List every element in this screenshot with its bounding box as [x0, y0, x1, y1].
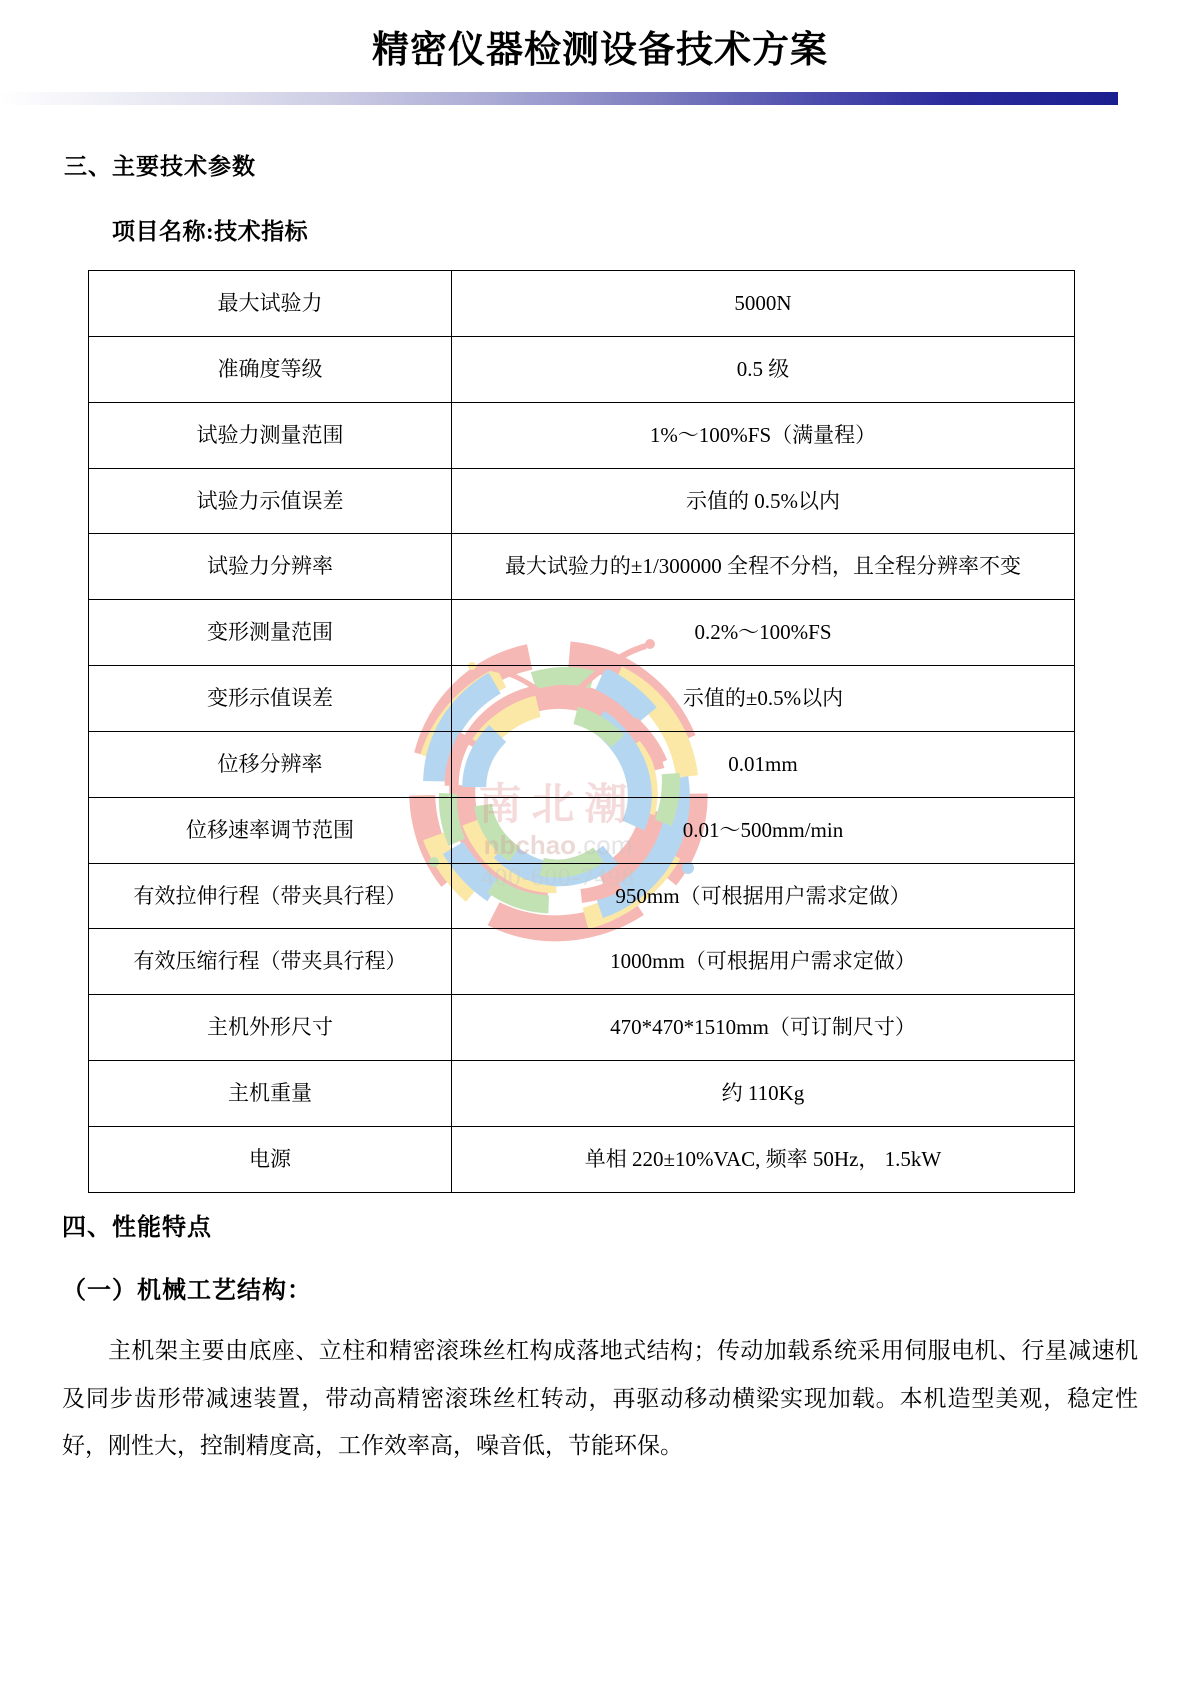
table-row [89, 1126, 1075, 1192]
table-row [89, 600, 1075, 666]
param-name: 试验力测量范围 [89, 402, 452, 468]
param-value: 示值的±0.5%以内 [452, 666, 1075, 732]
watermark-site-name: nbchao [483, 830, 577, 861]
watermark-site-suffix: .com [576, 830, 633, 861]
table-row [89, 995, 1075, 1061]
param-name: 有效压缩行程（带夹具行程） [89, 929, 452, 995]
param-value: 1000mm（可根据用户需求定做） [452, 929, 1075, 995]
param-name: 电源 [89, 1126, 452, 1192]
mechanical-structure-paragraph: 主机架主要由底座、立柱和精密滚珠丝杠构成落地式结构；传动加载系统采用伺服电机、行星减速机及同步齿形带减速装置，带动高精密滚珠丝杠转动，再驱动移动横梁实现加载。本机造型美观，稳定性好，刚性大，控制精度高，工作效率高，噪音低，节能环保。 [62, 1337, 1138, 1459]
param-name: 变形测量范围 [89, 600, 452, 666]
section-heading-performance-features: 四、性能特点 [62, 1213, 212, 1241]
param-value: 5000N [452, 271, 1075, 337]
param-name: 有效拉伸行程（带夹具行程） [89, 863, 452, 929]
watermark-brand: 南北潮 [478, 782, 638, 829]
table-row [89, 666, 1075, 732]
param-name: 试验力分辨率 [89, 534, 452, 600]
table-row [89, 731, 1075, 797]
header-gradient-bar [0, 92, 1118, 105]
table-row [89, 1061, 1075, 1127]
param-value: 950mm（可根据用户需求定做） [452, 863, 1075, 929]
document-title: 精密仪器检测设备技术方案 [372, 30, 828, 71]
param-value: 约 110Kg [452, 1061, 1075, 1127]
param-name: 最大试验力 [89, 271, 452, 337]
param-value: 单相 220±10%VAC, 频率 50Hz， 1.5kW [452, 1126, 1075, 1192]
param-value: 0.01mm [452, 731, 1075, 797]
param-name: 位移分辨率 [89, 731, 452, 797]
param-name: 试验力示值误差 [89, 468, 452, 534]
section-heading-technical-parameters: 三、主要技术参数 [64, 153, 256, 179]
param-value: 示值的 0.5%以内 [452, 468, 1075, 534]
param-name: 变形示值误差 [89, 666, 452, 732]
page-header [0, 0, 1200, 110]
table-row [89, 271, 1075, 337]
param-value: 1%～100%FS（满量程） [452, 402, 1075, 468]
table-row [89, 468, 1075, 534]
param-value: 0.5 级 [452, 336, 1075, 402]
param-name: 主机外形尺寸 [89, 995, 452, 1061]
subsection-heading-mechanical-structure: （一）机械工艺结构： [62, 1276, 312, 1304]
table-row [89, 797, 1075, 863]
document-body [0, 148, 1200, 1470]
param-value: 0.01～500mm/min [452, 797, 1075, 863]
spec-table-container [88, 270, 1048, 1193]
table-row [89, 336, 1075, 402]
table-row [89, 534, 1075, 600]
param-value: 最大试验力的±1/300000 全程不分档，且全程分辨率不变 [452, 534, 1075, 600]
param-value: 470*470*1510mm（可订制尺寸） [452, 995, 1075, 1061]
param-name: 主机重量 [89, 1061, 452, 1127]
header-divider [0, 92, 1118, 105]
table-row [89, 929, 1075, 995]
table-row [89, 402, 1075, 468]
table-row [89, 863, 1075, 929]
param-name: 准确度等级 [89, 336, 452, 402]
table-caption: 项目名称:技术指标 [112, 219, 309, 244]
param-value: 0.2%～100%FS [452, 600, 1075, 666]
param-name: 位移速率调节范围 [89, 797, 452, 863]
watermark-phone: 400-600-7498 [481, 863, 635, 891]
spec-table-body [89, 271, 1075, 1193]
technical-parameters-table [88, 270, 1075, 1193]
